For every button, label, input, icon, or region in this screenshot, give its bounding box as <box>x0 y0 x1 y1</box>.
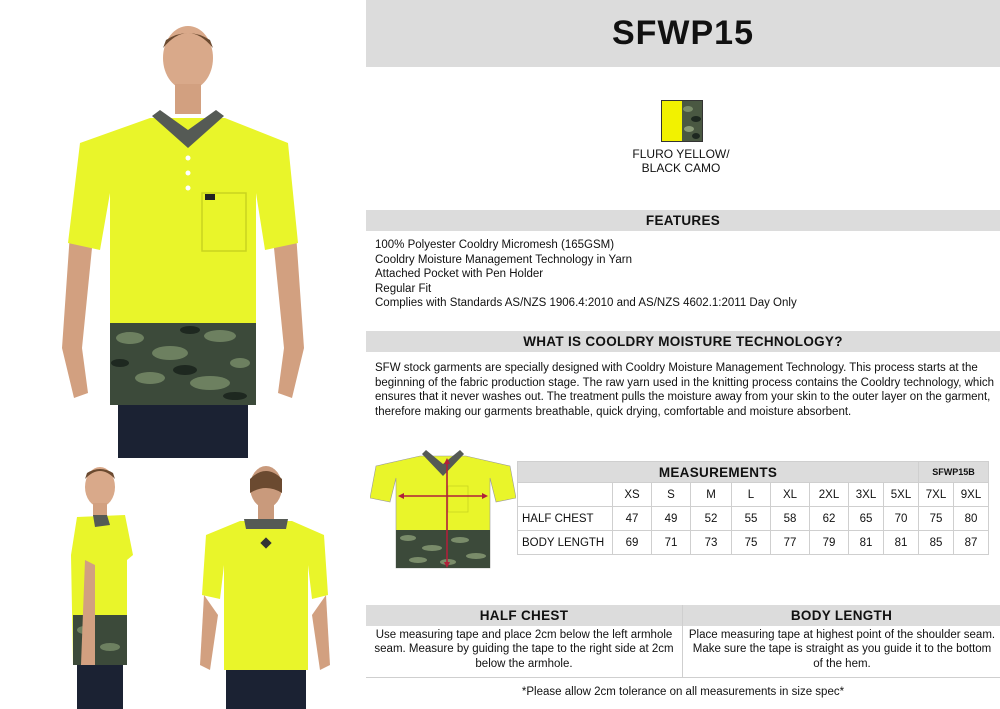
value-cell: 69 <box>613 531 652 555</box>
colour-label <box>606 147 756 175</box>
value-cell: 73 <box>691 531 732 555</box>
sizes-row <box>518 483 989 507</box>
swatch-yellow <box>662 101 682 141</box>
value-cell: 58 <box>771 507 810 531</box>
body-length-heading: BODY LENGTH <box>683 605 1000 626</box>
value-cell: 52 <box>691 507 732 531</box>
value-cell: 80 <box>954 507 989 531</box>
value-cell: 55 <box>732 507 771 531</box>
value-cell: 81 <box>884 531 919 555</box>
value-cell: 49 <box>652 507 691 531</box>
value-cell: 81 <box>849 531 884 555</box>
measurement-diagram <box>370 448 516 570</box>
alt-code-heading: SFWP15B <box>919 462 989 483</box>
half-chest-row <box>518 507 989 531</box>
value-cell: 85 <box>919 531 954 555</box>
model-front-photo <box>60 18 305 458</box>
value-cell: 71 <box>652 531 691 555</box>
feature-item: Attached Pocket with Pen Holder <box>375 268 544 281</box>
value-cell: 47 <box>613 507 652 531</box>
value-cell: 79 <box>810 531 849 555</box>
row-divider <box>366 677 1000 678</box>
value-cell: 75 <box>732 531 771 555</box>
size-cell: 7XL <box>919 483 954 507</box>
size-cell: XL <box>771 483 810 507</box>
model-photos <box>0 0 364 709</box>
row-label: HALF CHEST <box>518 507 613 531</box>
column-divider <box>682 605 683 677</box>
feature-item: 100% Polyester Cooldry Micromesh (165GSM) <box>375 239 615 251</box>
half-chest-heading: HALF CHEST <box>366 605 682 626</box>
half-chest-instructions: Use measuring tape and place 2cm below the left armhole seam. Measure by guiding the tape to the right side at 2cm below the armhole. <box>374 629 674 670</box>
size-cell: M <box>691 483 732 507</box>
feature-item: Complies with Standards AS/NZS 1906.4:2010 and AS/NZS 4602.1:2011 Day Only <box>375 297 797 310</box>
model-back-photo <box>200 465 330 709</box>
value-cell: 65 <box>849 507 884 531</box>
size-cell: 9XL <box>954 483 989 507</box>
spec-sheet <box>366 0 1000 709</box>
features-heading: FEATURES <box>366 210 1000 231</box>
row-label: BODY LENGTH <box>518 531 613 555</box>
swatch-camo <box>682 101 702 141</box>
value-cell: 77 <box>771 531 810 555</box>
size-cell: 2XL <box>810 483 849 507</box>
blank-corner-cell <box>518 483 613 507</box>
cooldry-text: SFW stock garments are specially designed with Cooldry Moisture Management Technology. This process starts at the beginning of the fabric production stage. The raw yarn used in the knitting process contains the Cooldry technology, which ensures that it never washes out. The treatment pulls the moisture away from your skin to the outer layer on the garment, therefore making our garments breathable, quick drying, comfortable and moisture absorbent. <box>375 362 995 418</box>
value-cell: 62 <box>810 507 849 531</box>
feature-item: Cooldry Moisture Management Technology in Yarn <box>375 253 632 266</box>
features-list <box>375 238 995 311</box>
title-bar <box>366 0 1000 67</box>
size-cell: L <box>732 483 771 507</box>
model-side-photo <box>55 465 145 709</box>
colour-label-line2: BLACK CAMO <box>641 161 721 175</box>
measurements-heading: MEASUREMENTS <box>518 462 919 483</box>
size-cell: 3XL <box>849 483 884 507</box>
colour-swatch <box>661 100 703 142</box>
feature-item: Regular Fit <box>375 282 432 295</box>
size-cell: XS <box>613 483 652 507</box>
measurements-header-row <box>518 462 989 483</box>
size-cell: S <box>652 483 691 507</box>
value-cell: 87 <box>954 531 989 555</box>
body-length-instructions: Place measuring tape at highest point of the shoulder seam. Make sure the tape is straight as you guide it to the bottom of the hem. <box>688 629 996 670</box>
colour-label-line1: FLURO YELLOW/ <box>632 147 730 161</box>
product-code-title: SFWP15 <box>611 14 755 52</box>
size-cell: 5XL <box>884 483 919 507</box>
tolerance-note: *Please allow 2cm tolerance on all measurements in size spec* <box>521 686 845 698</box>
value-cell: 75 <box>919 507 954 531</box>
cooldry-heading: WHAT IS COOLDRY MOISTURE TECHNOLOGY? <box>366 331 1000 352</box>
value-cell: 70 <box>884 507 919 531</box>
body-length-row <box>518 531 989 555</box>
measurements-table <box>517 461 989 555</box>
